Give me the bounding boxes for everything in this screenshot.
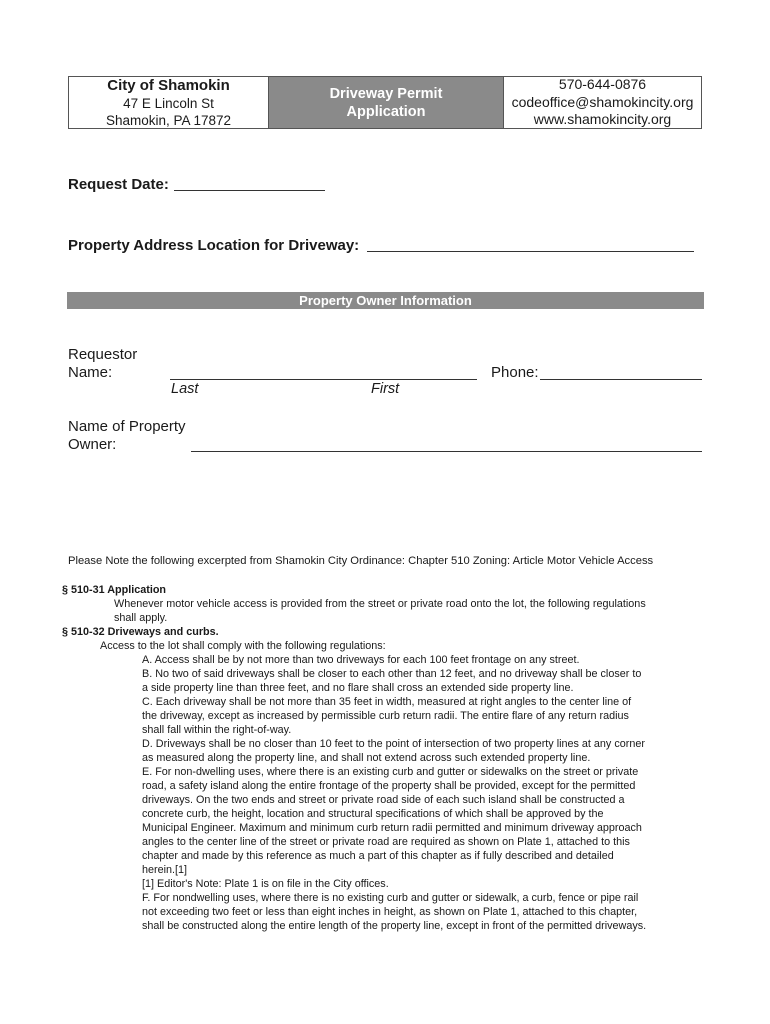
section-510-31-body-line: shall apply. (114, 612, 168, 624)
city-info-cell (69, 77, 269, 128)
property-address-field[interactable] (367, 251, 694, 252)
ordinance-line: shall be constructed along the entire length of the property line, except in front of the permitted driveways. (142, 920, 647, 932)
form-title-line2: Application (346, 103, 426, 120)
ordinance-note: Please Note the following excerpted from Shamokin City Ordinance: Chapter 510 Zoning: Article Motor Vehicle Access (68, 555, 654, 567)
ordinance-line: E. For non-dwelling uses, where there is an existing curb and gutter or sidewalks on the street or private (142, 766, 639, 778)
form-title-cell (269, 77, 504, 128)
property-address-label: Property Address Location for Driveway: (68, 237, 360, 254)
city-address-line1: 47 E Lincoln St (123, 95, 214, 111)
ordinance-line: concrete curb, the height, location and structural specifications of which shall be approved by the (142, 808, 604, 820)
header-table (68, 76, 702, 129)
phone-label: Phone: (491, 364, 539, 381)
owner-label-line1: Name of Property (68, 418, 186, 435)
ordinance-line: a side property line than three feet, and no flare shall cross an extended side property line. (142, 682, 574, 694)
section-510-31-title: § 510-31 Application (62, 584, 167, 596)
ordinance-line: C. Each driveway shall be not more than 35 feet in width, measured at right angles to the center line of (142, 696, 632, 708)
section-510-32-title: § 510-32 Driveways and curbs. (62, 626, 219, 638)
requestor-label-line1: Requestor (68, 346, 138, 363)
ordinance-line: chapter and made by this reference as much a part of this chapter as if fully described and detailed (142, 850, 614, 862)
ordinance-line: [1] Editor's Note: Plate 1 is on file in the City offices. (142, 878, 389, 890)
ordinance-line: D. Driveways shall be no closer than 10 feet to the point of intersection of two property lines at any corner (142, 738, 645, 750)
ordinance-line: angles to the center line of the street or private road are required as shown on Plate 1, attached to this (142, 836, 630, 848)
property-owner-field[interactable] (191, 451, 702, 452)
ordinance-line: driveways. On the two ends and street or private road side of each such island shall be constructed a (142, 794, 625, 806)
request-date-field[interactable] (174, 190, 325, 191)
ordinance-line: road, a safety island along the entire frontage of the property shall be provided, except for the permitted (142, 780, 636, 792)
ordinance-line: Municipal Engineer. Maximum and minimum curb return radii permitted and minimum driveway approach (142, 822, 642, 834)
section-510-31-body-line: Whenever motor vehicle access is provided from the street or private road onto the lot, the following regulations (114, 598, 646, 610)
ordinance-line: not exceeding two feet or less than eight inches in height, as shown on Plate 1, attached to this chapter, (142, 906, 638, 918)
requestor-label-line2: Name: (68, 364, 113, 381)
ordinance-line: as measured along the property line, and shall not extend across such extended property line. (142, 752, 591, 764)
owner-label-line2: Owner: (68, 436, 117, 453)
contact-website[interactable]: www.shamokincity.org (533, 111, 672, 128)
ordinance-text (62, 583, 712, 933)
requestor-name-field[interactable] (170, 379, 477, 380)
ordinance-line: the driveway, except as increased by permissible curb return radii. The entire flare of any return radius (142, 710, 629, 722)
contact-email[interactable]: codeoffice@shamokincity.org (511, 93, 694, 110)
ordinance-line: F. For nondwelling uses, where there is no existing curb and gutter or sidewalk, a curb, fence or pipe rail (142, 892, 639, 904)
ordinance-line: B. No two of said driveways shall be closer to each other than 12 feet, and no driveway shall be closer to (142, 668, 642, 680)
form-title-line1: Driveway Permit (329, 85, 443, 102)
request-date-label: Request Date: (68, 176, 169, 193)
property-owner-section-header: Property Owner Information (67, 292, 704, 309)
city-name: City of Shamokin (107, 76, 230, 94)
contact-cell (504, 77, 701, 128)
section-510-32-intro: Access to the lot shall comply with the following regulations: (100, 640, 386, 652)
city-address-line2: Shamokin, PA 17872 (105, 112, 232, 128)
first-name-caption: First (371, 381, 400, 397)
ordinance-line: A. Access shall be by not more than two driveways for each 100 feet frontage on any street. (142, 654, 580, 666)
phone-field[interactable] (540, 379, 702, 380)
ordinance-line: herein.[1] (142, 864, 188, 876)
contact-phone: 570-644-0876 (558, 76, 647, 93)
last-name-caption: Last (171, 381, 199, 397)
ordinance-line: shall fall within the right-of-way. (142, 724, 292, 736)
